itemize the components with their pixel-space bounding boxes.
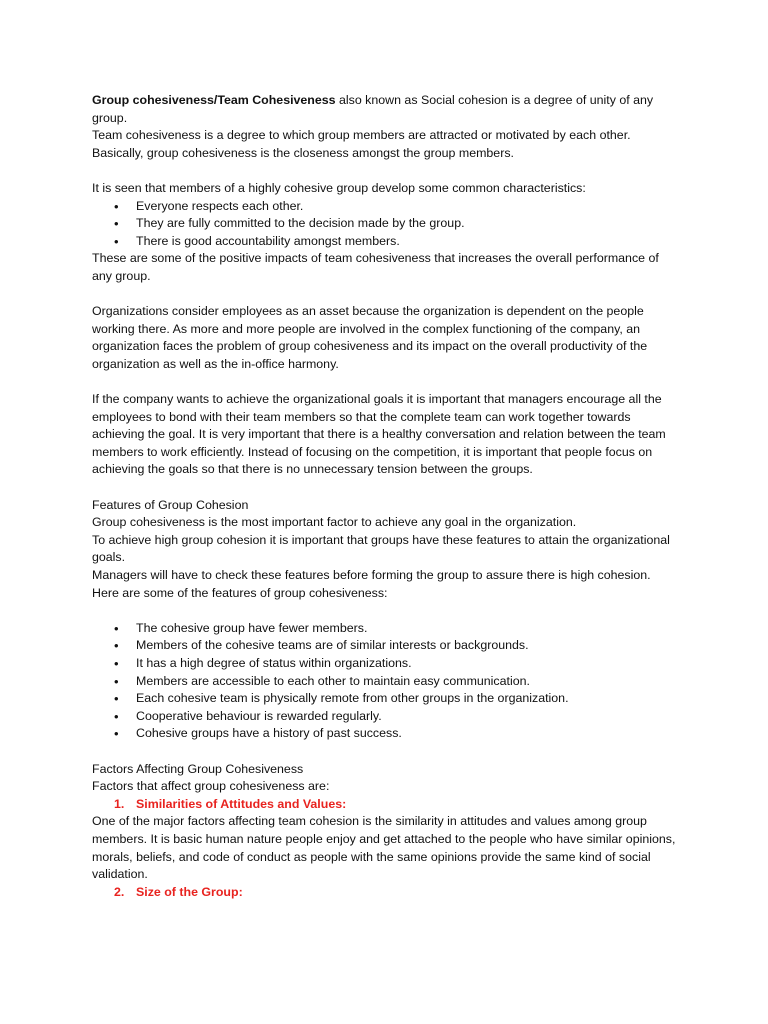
list-item: • Cohesive groups have a history of past success. xyxy=(114,726,402,742)
characteristics-list xyxy=(92,198,682,251)
bullet-icon: • xyxy=(114,233,119,249)
bullet-icon: • xyxy=(114,708,119,724)
features-heading: Features of Group Cohesion xyxy=(92,497,249,512)
bullet-icon: • xyxy=(114,638,119,654)
bullet-icon: • xyxy=(114,726,119,742)
list-item: • There is good accountability amongst members. xyxy=(114,233,400,249)
bullet-icon: • xyxy=(114,620,119,636)
intro-line3: Basically, group cohesiveness is the closeness amongst the group members. xyxy=(92,145,514,160)
factor-heading-similarities: 1. Similarities of Attitudes and Values: xyxy=(92,796,682,814)
features-list xyxy=(92,620,682,743)
company-paragraph: If the company wants to achieve the organizational goals it is important that managers encourage all the employees to bond with their team members so that the complete team can work together towards achieving the goal. It is very important that there is a healthy conversation and relation between the team members to work efficiently. Instead of focusing on the competition, it is important that people focus on achieving the goals so that there is no unnecessary tension between the groups. xyxy=(92,392,666,477)
factor-similarities-text: One of the major factors affecting team cohesion is the similarity in attitudes and values among group members. It is basic human nature people enjoy and get attached to the people who have similar opinions, morals, beliefs, and code of conduct as people with the same opinions provide the same kind of social validation. xyxy=(92,814,676,882)
factors-lead: Factors that affect group cohesiveness are: xyxy=(92,779,330,794)
features-line1: Group cohesiveness is the most important factor to achieve any goal in the organization. xyxy=(92,515,577,530)
characteristics-lead: It is seen that members of a highly cohesive group develop some common characteristics: xyxy=(92,180,586,195)
factor-number: 2. xyxy=(114,884,125,899)
document-page xyxy=(92,92,682,901)
list-item: • Members are accessible to each other to maintain easy communication. xyxy=(114,673,530,689)
features-line2: To achieve high group cohesion it is important that groups have these features to attain the organizational goals. xyxy=(92,532,670,565)
factors-heading: Factors Affecting Group Cohesiveness xyxy=(92,761,304,776)
list-item: • Members of the cohesive teams are of similar interests or backgrounds. xyxy=(114,638,529,654)
factor-heading-size: 2. Size of the Group: xyxy=(92,884,682,902)
features-line3: Managers will have to check these features before forming the group to assure there is high cohesion. xyxy=(92,568,651,583)
list-item: • They are fully committed to the decision made by the group. xyxy=(114,216,465,232)
bullet-icon: • xyxy=(114,673,119,689)
bullet-icon: • xyxy=(114,656,119,671)
intro-bold-term: Group cohesiveness/Team Cohesiveness xyxy=(92,93,336,107)
list-item: • The cohesive group have fewer members. xyxy=(114,620,368,636)
bullet-icon: • xyxy=(114,691,119,707)
list-item: • Everyone respects each other. xyxy=(114,198,304,214)
list-item: • Cooperative behaviour is rewarded regularly. xyxy=(114,708,382,724)
list-item: • It has a high degree of status within organizations. xyxy=(114,656,412,671)
bullet-icon: • xyxy=(114,216,119,232)
bullet-icon: • xyxy=(114,198,119,214)
features-line4: Here are some of the features of group cohesiveness: xyxy=(92,585,388,600)
characteristics-follow: These are some of the positive impacts of team cohesiveness that increases the overall performance of any group. xyxy=(92,251,659,283)
factor-number: 1. xyxy=(114,796,125,811)
intro-line2: Team cohesiveness is a degree to which group members are attracted or motivated by each other. xyxy=(92,128,631,143)
organizations-paragraph: Organizations consider employees as an asset because the organization is dependent on the people working there. As more and more people are involved in the complex functioning of the company, an organization faces the problem of group cohesiveness and its impact on the overall productivity of the organization as well as the in-office harmony. xyxy=(92,304,648,371)
intro-paragraph xyxy=(92,92,682,127)
intro-line1-text: also known as Social cohesion is a degree of unity of any group. xyxy=(92,93,654,125)
list-item: • Each cohesive team is physically remote from other groups in the organization. xyxy=(114,691,569,707)
